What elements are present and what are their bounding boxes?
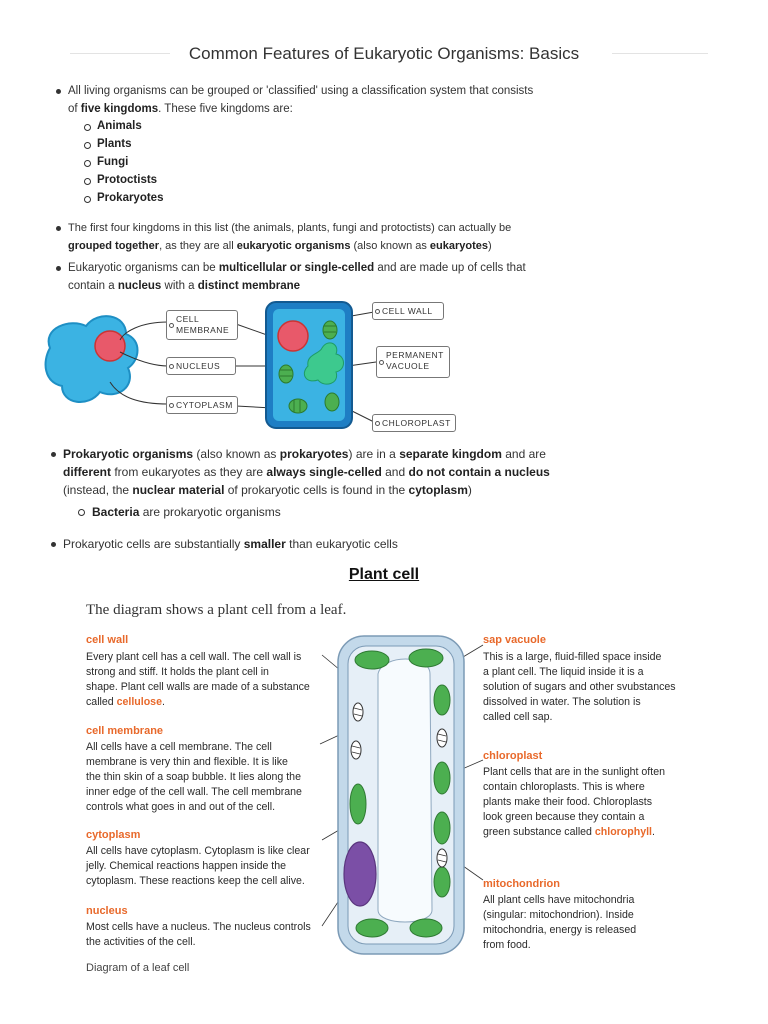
sub-bullet [84,178,91,185]
sub-bullet [84,160,91,167]
label-chloroplast: CHLOROPLAST [372,414,456,432]
cell-wall-title: cell wall [86,634,129,646]
bullet-dot [56,266,61,271]
sub-bullet [84,196,91,203]
bullet-dot [56,226,61,231]
chloroplast-shape [325,393,339,411]
label-cytoplasm: CYTOPLASM [166,396,238,414]
bullet-5: Prokaryotic cells are substantially smaller than eukaryotic cells [63,537,398,551]
chloroplast-shape [323,321,337,339]
kingdom-item: Plants [97,138,132,150]
chloroplast-shape [355,651,389,669]
plant-nucleus [278,321,308,351]
animal-nucleus [95,331,125,361]
nucleus-title: nucleus [86,905,128,917]
diagram-caption: The diagram shows a plant cell from a leaf. [86,602,347,618]
bullet-dot [56,89,61,94]
kingdom-item: Animals [97,120,142,132]
sub-bullet [84,124,91,131]
chloroplast-shape [434,685,450,715]
mitochondrion-shape [437,729,447,747]
cell-membrane-title: cell membrane [86,725,164,737]
mitochondrion-shape [437,849,447,867]
bullet-4: Prokaryotic organisms (also known as prokaryotes) are in a separate kingdom and are different from eukaryotes as they are always single-celled and do not contain a nucleus (instead, the nuclear material of prokaryotic cells is found in the cytoplasm) [63,447,550,497]
page-title: Common Features of Eukaryotic Organisms: Basics [188,44,580,63]
label-cell-wall: CELL WALL [372,302,444,320]
cytoplasm-title: cytoplasm [86,829,141,841]
sap-vacuole-text: This is a large, fluid-filled space inside a plant cell. The liquid inside it is a solution of sugars and other svubstances dissolved in water. The solution is called cell sap. [483,651,676,723]
kingdom-item: Protoctists [97,174,158,186]
bullet-2: The first four kingdoms in this list (the animals, plants, fungi and protoctists) can actually be grouped together, as they are all eukaryotic organisms (also known as eukaryotes) [68,222,512,252]
plant-cell-diagram [318,630,488,960]
chloroplast-shape [434,867,450,897]
chloroplast-text: Plant cells that are in the sunlight often contain chloroplasts. This is where plants make their food. Chloroplasts look green because they contain a green substance called chlorophyll. [483,766,665,838]
chloroplast-title: chloroplast [483,750,543,762]
chloroplast-shape [279,365,293,383]
mitochondrion-shape [353,703,363,721]
sap-vacuole-shape [378,659,432,922]
chloroplast-shape [409,649,443,667]
sub-bullet [78,509,85,516]
bullet-4-sub: Bacteria are prokaryotic organisms [92,505,281,519]
diagram-footer: Diagram of a leaf cell [86,962,190,974]
animal-cell [46,316,138,402]
nucleus-text: Most cells have a nucleus. The nucleus controls the activities of the cell. [86,921,311,948]
mitochondrion-title: mitochondrion [483,878,560,890]
bullet-1: All living organisms can be grouped or 'classified' using a classification system that consists of five kingdoms. These five kingdoms are: [68,85,534,115]
chloroplast-shape [434,762,450,794]
cytoplasm-text: All cells have cytoplasm. Cytoplasm is like clear jelly. Chemical reactions happen inside the cytoplasm. These reactions keep the cell alive. [86,845,310,887]
chloroplast-shape [410,919,442,937]
cell-membrane-text: All cells have a cell membrane. The cell membrane is very thin and flexible. It is like the thin skin of a soap bubble. It lies along the inner edge of the cell wall. The cell membrane controls what goes in and out of the cell. [86,741,302,813]
sap-vacuole-title: sap vacuole [483,634,546,646]
bullet-3: Eukaryotic organisms can be multicellular or single-celled and are made up of cells that contain a nucleus with a distinct membrane [68,262,526,292]
chloroplast-shape [350,784,366,824]
chloroplast-shape [356,919,388,937]
label-nucleus: NUCLEUS [166,357,236,375]
sub-bullet [84,142,91,149]
chloroplast-shape [434,812,450,844]
section-heading: Plant cell [348,566,420,583]
mitochondrion-text: All plant cells have mitochondria (singular: mitochondrion). Inside mitochondria, energy is released from food. [483,894,637,951]
bullet-dot [51,542,56,547]
label-permanent-vacuole: PERMANENT VACUOLE [376,346,450,378]
cell-wall-text: Every plant cell has a cell wall. The cell wall is strong and stiff. It holds the plant cell in shape. Plant cell walls are made of a substance called cellulose. [86,651,310,708]
kingdom-item: Fungi [97,156,129,168]
mitochondrion-shape [351,741,361,759]
chloroplast-shape [289,399,307,413]
kingdom-item: Prokaryotes [97,192,164,204]
nucleus-shape [344,842,376,906]
bullet-dot [51,452,56,457]
label-cell-membrane: CELL MEMBRANE [166,310,238,340]
